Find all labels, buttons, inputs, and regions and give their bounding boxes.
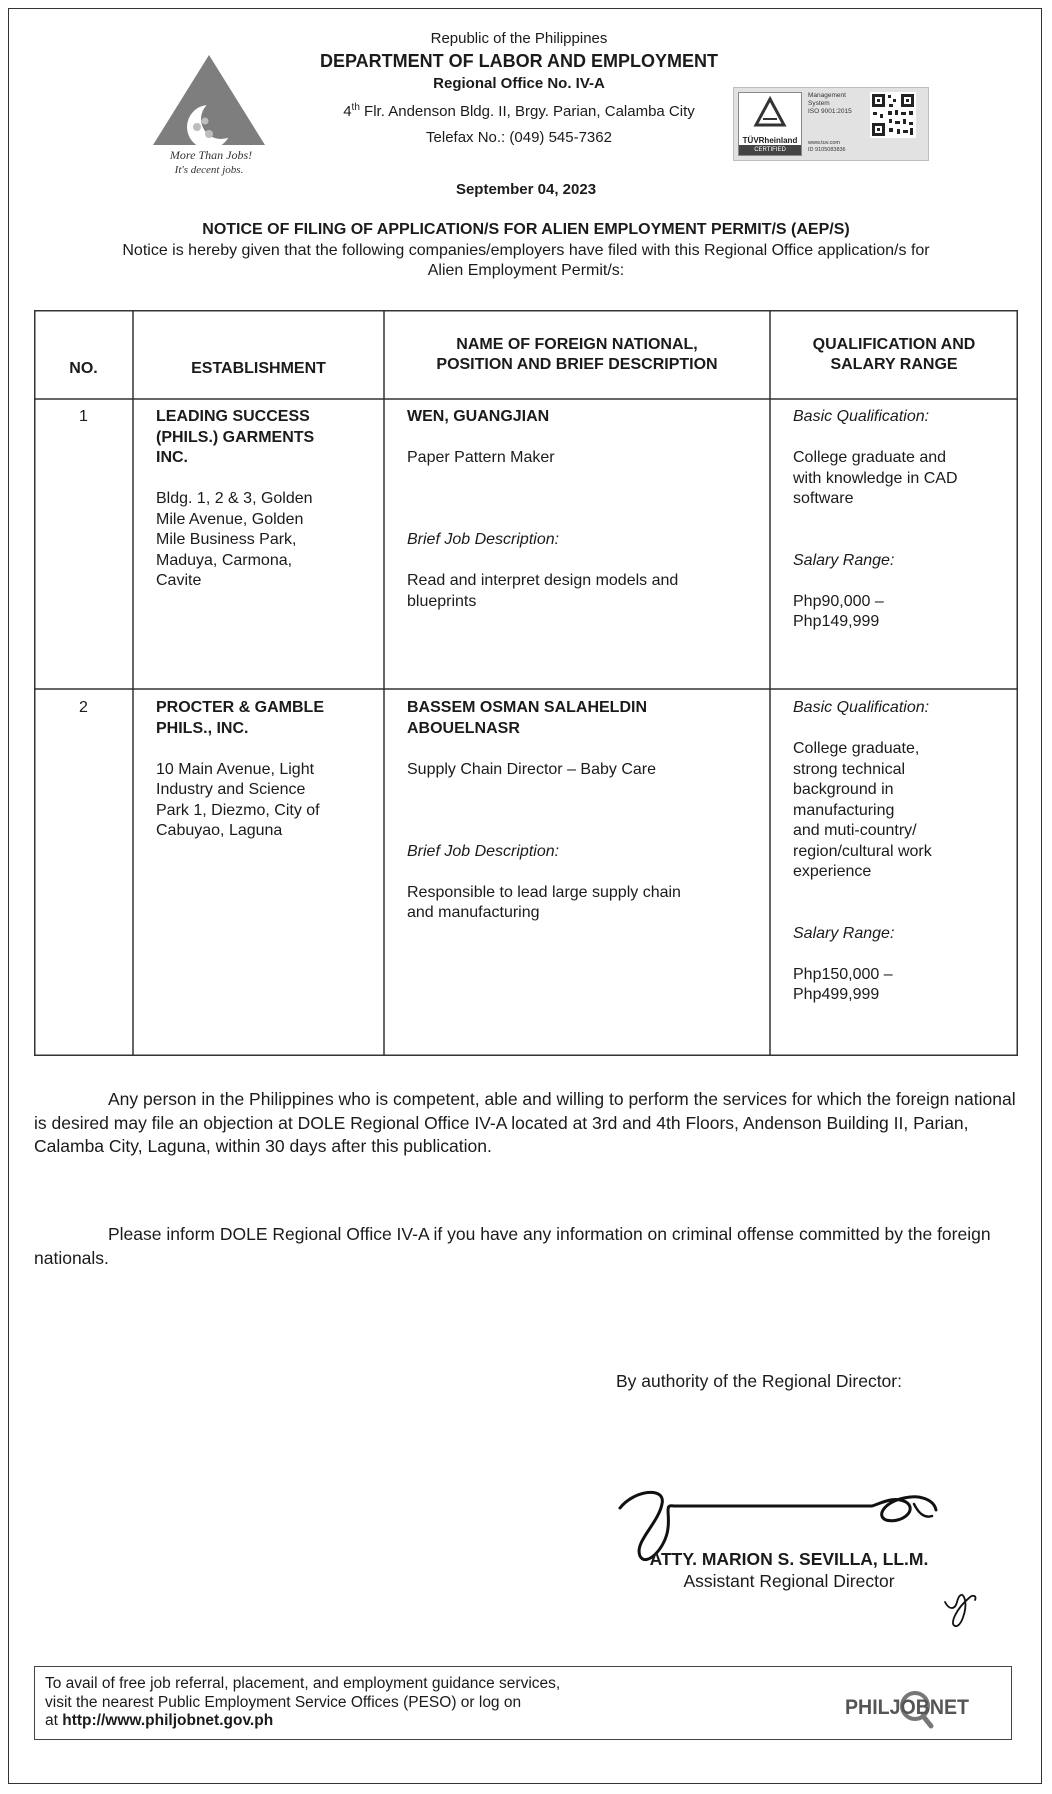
row-2-brief-label: Brief Job Description: (407, 842, 560, 860)
footer-line-3 (45, 1712, 560, 1731)
cert-web-line-2: ID 9105083836 (808, 147, 846, 153)
row-2-qual-line-2: strong technical (793, 760, 906, 778)
row-2-qual-line-4: manufacturing (793, 801, 895, 819)
row-1-qual-line-2: with knowledge in CAD (793, 469, 958, 487)
certificate-web-text (808, 140, 878, 154)
row-2-qual-line-3: background in (793, 781, 894, 798)
row-2-qual-line-6: region/cultural work (793, 842, 932, 860)
footer-line-3-prefix: at (45, 1712, 63, 1729)
row-2-qual-line-1: College graduate, (793, 740, 920, 757)
row-2-address-line-4: Cabuyao, Laguna (156, 822, 283, 839)
row-2-company-line-2: PHILS., INC. (156, 719, 249, 737)
signatory-title: Assistant Regional Director (683, 1571, 895, 1591)
row-2-address-line-1: 10 Main Avenue, Light (156, 760, 315, 778)
tuv-triangle-icon (739, 93, 801, 133)
address-rest: Flr. Andenson Bldg. II, Brgy. Parian, Calamba City (359, 103, 695, 120)
row-1-brief-line-1: Read and interpret design models and (407, 572, 679, 589)
philjobnet-logo-graphic (843, 1684, 993, 1730)
row-1-qual-line-1: College graduate and (793, 449, 947, 466)
header-foreign-national (384, 335, 770, 375)
row-2-national-name-line-2: ABOUELNASR (407, 719, 520, 737)
row-2-salary-label: Salary Range: (793, 924, 895, 942)
row-1-address-line-4: Maduya, Carmona, (156, 551, 293, 569)
row-2-qualification (793, 698, 1013, 1006)
office-address (259, 95, 779, 125)
inform-paragraph: Please inform DOLE Regional Office IV-A if you have any information on criminal offense committed by the foreign nationals. (34, 1224, 991, 1268)
regional-office: Regional Office No. IV-A (433, 75, 605, 92)
objection-paragraph: Any person in the Philippines who is competent, able and willing to perform the services for which the foreign national is desired may file an objection at DOLE Regional Office IV-A located at 3rd and 4th Floors, Andenson Building II, Parian, Calamba City, Laguna, within 30 days after this publication. (34, 1089, 1016, 1156)
footer-line-1: To avail of free job referral, placement, and employment guidance services, (45, 1675, 561, 1692)
telefax: Telefax No.: (049) 545-7362 (426, 129, 612, 146)
letterhead (259, 29, 779, 151)
row-1-national-name: WEN, GUANGJIAN (407, 408, 550, 425)
notice-intro (29, 241, 1023, 281)
row-2-address-line-3: Park 1, Diezmo, City of (156, 801, 320, 819)
row-2-position: Supply Chain Director – Baby Care (407, 760, 657, 778)
logo-tagline-2: It's decent jobs. (174, 164, 244, 176)
row-1-qual-label: Basic Qualification: (793, 408, 930, 425)
notice-date: September 04, 2023 (455, 181, 597, 198)
footer-text (45, 1675, 560, 1731)
row-1-establishment (156, 407, 376, 592)
philjobnet-footer (34, 1666, 1012, 1740)
mgmt-line-1: Management (808, 92, 846, 99)
initials-graphic (941, 1584, 981, 1634)
row-1-company-line-2: (PHILS.) GARMENTS (156, 428, 315, 446)
header-qualification (770, 335, 1018, 375)
row-2-qual-label: Basic Qualification: (793, 699, 930, 716)
tuv-brand: TÜVRheinland (742, 136, 798, 145)
row-2-establishment (156, 698, 376, 842)
row-1-brief-line-2: blueprints (407, 592, 477, 610)
mgmt-line-2: System (808, 100, 830, 107)
row-1-address-line-3: Mile Business Park, (156, 531, 297, 548)
row-1-no: 1 (79, 408, 88, 425)
row-2-no: 2 (79, 699, 88, 716)
philjobnet-logo (843, 1684, 993, 1730)
row-1-address-line-5: Cavite (156, 572, 202, 589)
row-2-address-line-2: Industry and Science (156, 781, 306, 798)
iso-certification-badge (733, 87, 929, 161)
notice-page (8, 8, 1042, 1784)
header-establishment: ESTABLISHMENT (191, 360, 326, 377)
row-1-company-line-3: INC. (156, 449, 188, 466)
header-qual-line-2: SALARY RANGE (830, 356, 958, 373)
row-2-national-name-line-1: BASSEM OSMAN SALAHELDIN (407, 699, 648, 716)
row-1-company-line-1: LEADING SUCCESS (156, 408, 310, 425)
row-1-qual-line-3: software (793, 490, 854, 507)
tuv-certified-band: CERTIFIED (739, 145, 801, 155)
intro-line-2: Alien Employment Permit/s: (427, 262, 625, 279)
row-2-qual-line-7: experience (793, 863, 872, 880)
republic-line: Republic of the Philippines (430, 30, 608, 47)
address-floor-number: 4 (343, 103, 352, 120)
tuv-mark (738, 92, 802, 156)
philjobnet-logo-text: PHILJOBNET (845, 1696, 970, 1719)
logo-tagline-1: More Than Jobs! (169, 148, 253, 162)
row-1-salary-label: Salary Range: (793, 551, 895, 569)
header-no: NO. (69, 360, 98, 377)
row-1-salary-line-1: Php90,000 – (793, 592, 884, 610)
notice-title: NOTICE OF FILING OF APPLICATION/S FOR ALIEN EMPLOYMENT PERMIT/S (AEP/S) (202, 221, 850, 238)
address-floor-suffix: th (351, 102, 360, 113)
row-2-salary-line-2: Php499,999 (793, 986, 880, 1003)
signatory-name: ATTY. MARION S. SEVILLA, LL.M. (649, 1549, 929, 1569)
authority-line: By authority of the Regional Director: (616, 1371, 902, 1391)
row-1-position: Paper Pattern Maker (407, 449, 555, 466)
row-1-address-line-1: Bldg. 1, 2 & 3, Golden (156, 490, 313, 507)
row-2-brief-line-2: and manufacturing (407, 904, 540, 921)
department-name: DEPARTMENT OF LABOR AND EMPLOYMENT (320, 51, 718, 71)
header-qual-line-1: QUALIFICATION AND (812, 336, 976, 353)
row-1-address-line-2: Mile Avenue, Golden (156, 510, 304, 528)
header-name-line-1: NAME OF FOREIGN NATIONAL, (456, 336, 698, 353)
philjobnet-url[interactable]: http://www.philjobnet.gov.ph (62, 1712, 274, 1729)
row-1-salary-line-2: Php149,999 (793, 613, 880, 630)
row-1-brief-label: Brief Job Description: (407, 531, 560, 548)
footer-line-2: visit the nearest Public Employment Service Offices (PESO) or log on (45, 1693, 522, 1711)
row-1-national (407, 407, 757, 612)
intro-line-1: Notice is hereby given that the following companies/employers have filed with this Regional Office application/s for (122, 242, 930, 259)
row-2-national (407, 698, 757, 924)
header-name-line-2: POSITION AND BRIEF DESCRIPTION (436, 356, 718, 373)
qr-code-icon (870, 92, 916, 138)
row-2-brief-line-1: Responsible to lead large supply chain (407, 883, 681, 901)
management-system-text (808, 92, 870, 116)
cert-web-line-1: www.tuv.com (808, 140, 840, 146)
row-1-qualification (793, 407, 1013, 633)
row-2-company-line-1: PROCTER & GAMBLE (156, 699, 324, 716)
mgmt-line-3: ISO 9001:2015 (808, 108, 852, 115)
row-2-salary-line-1: Php150,000 – (793, 965, 893, 983)
row-2-qual-line-5: and muti-country/ (793, 822, 917, 839)
